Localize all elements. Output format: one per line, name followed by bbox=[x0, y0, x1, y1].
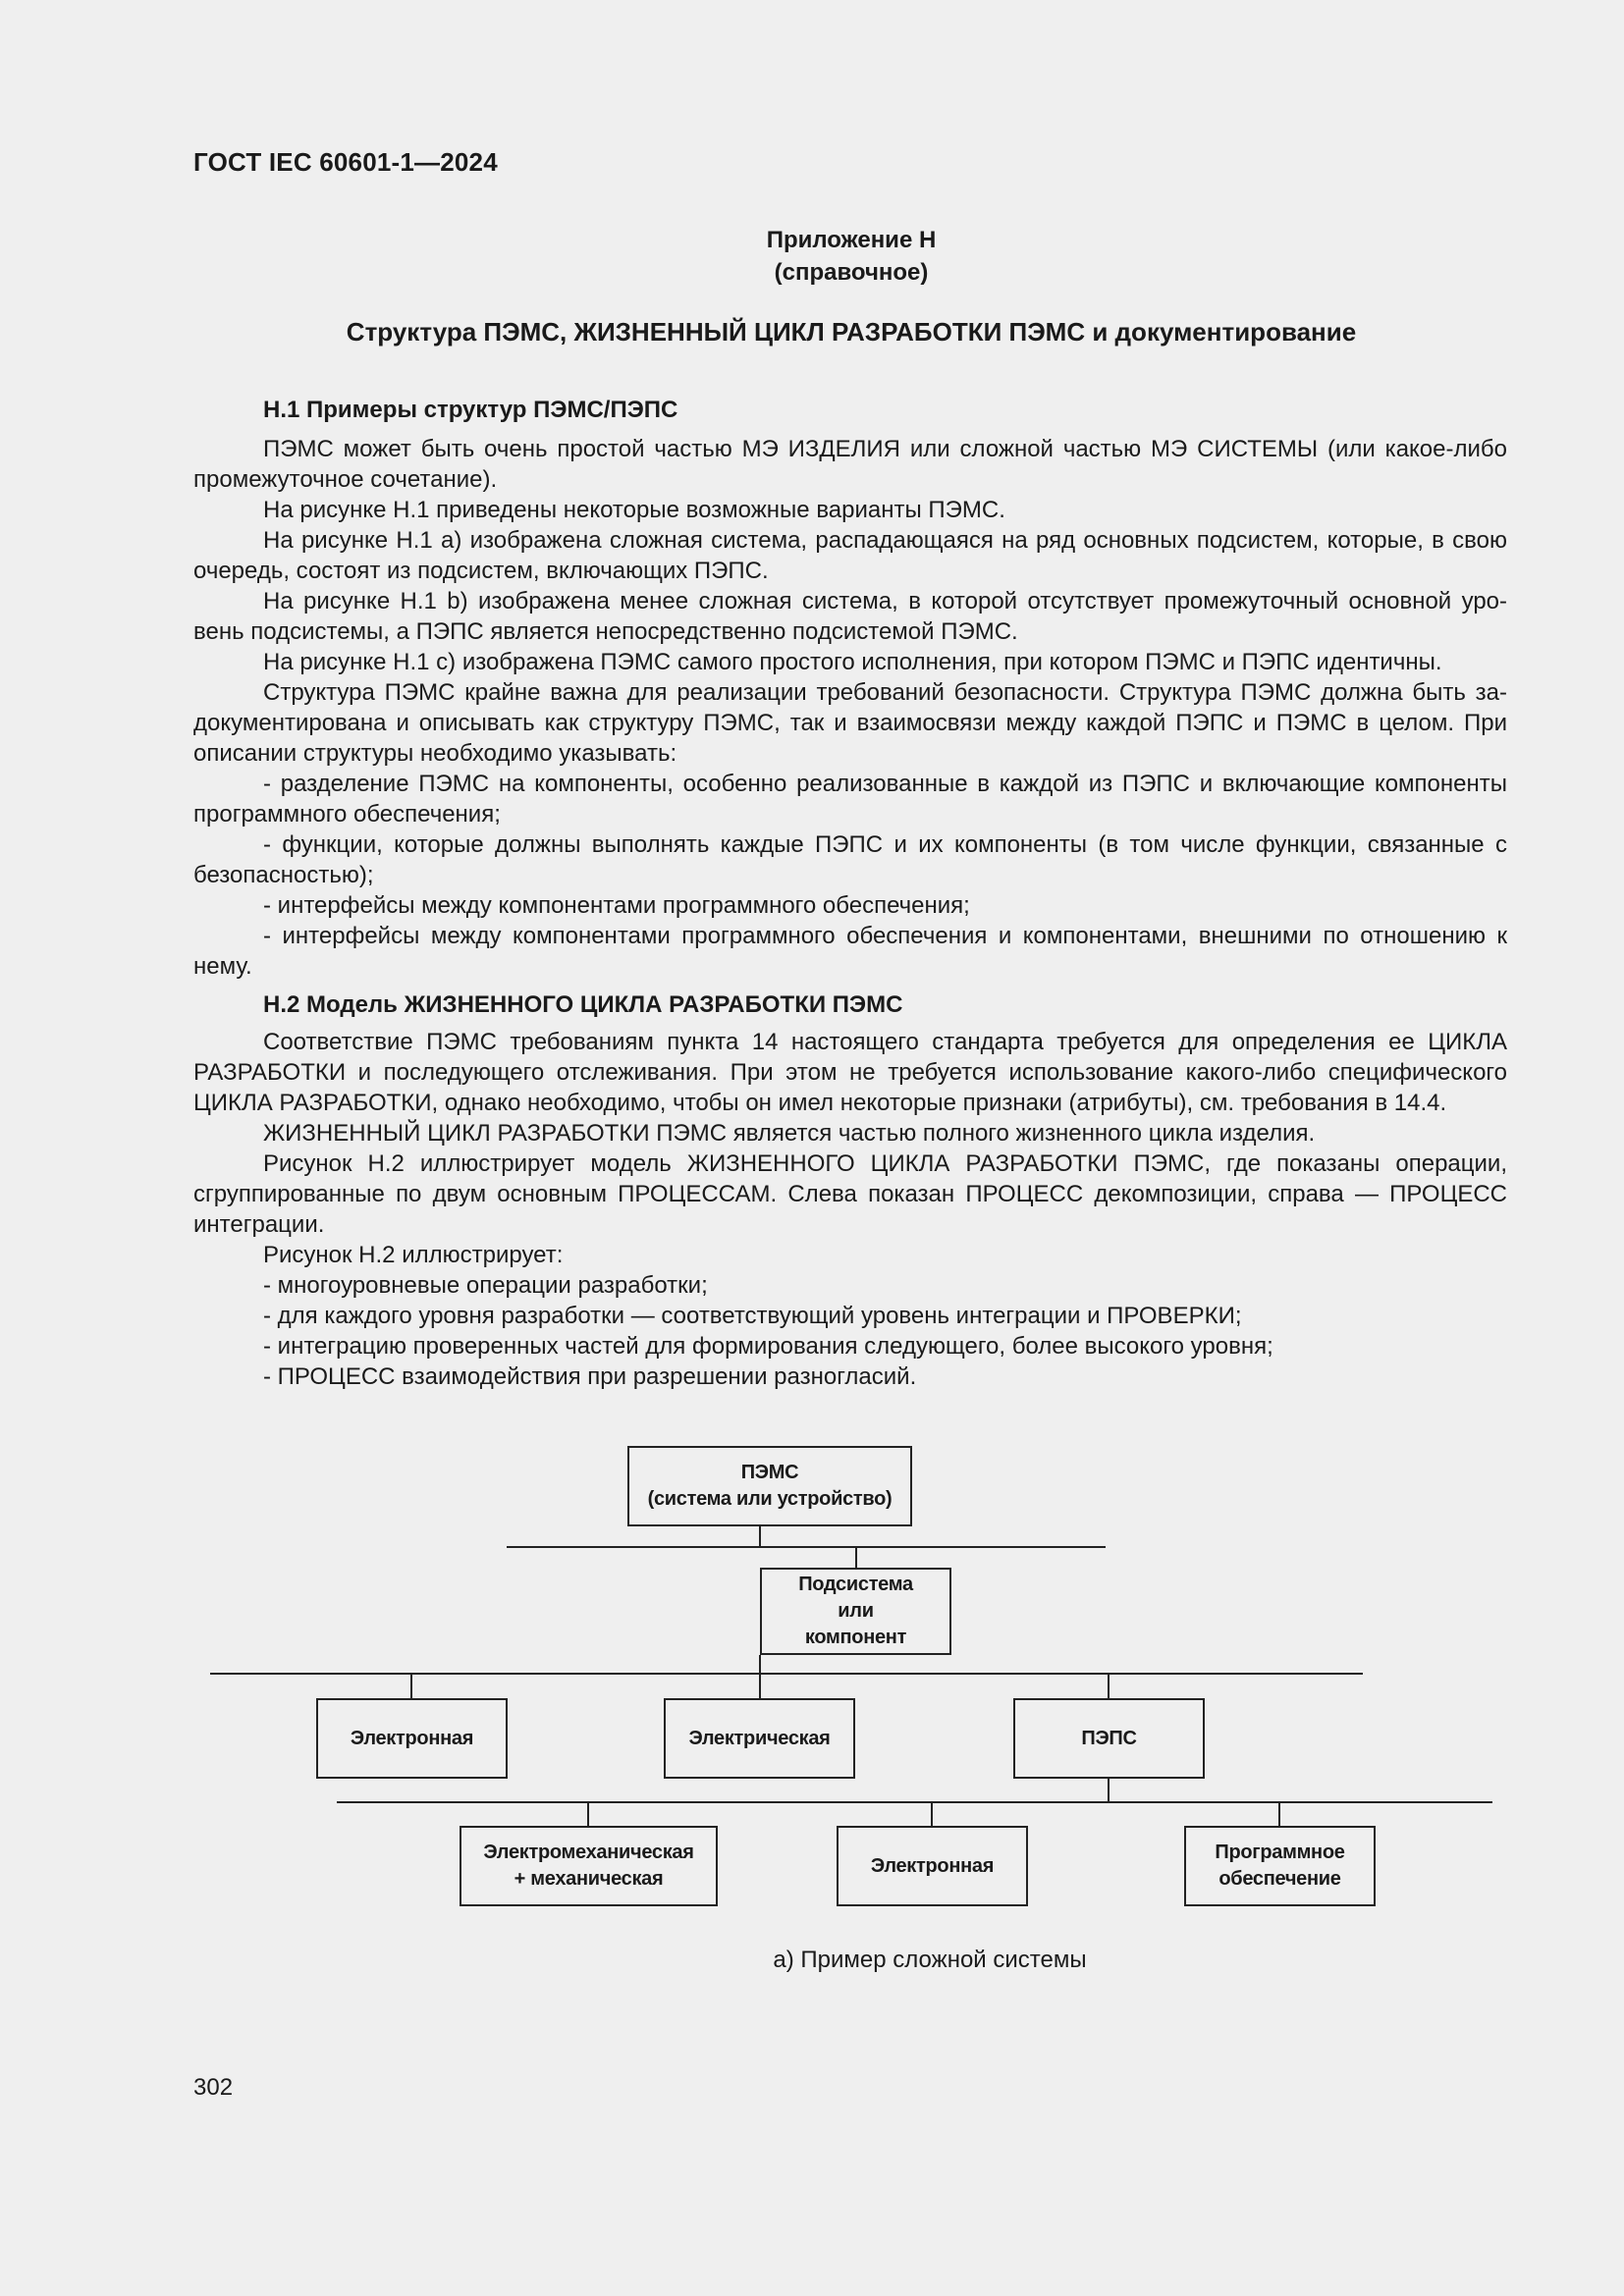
page-number: 302 bbox=[193, 2074, 234, 2101]
diagram-box-label: Электромеханическая + механическая bbox=[483, 1842, 694, 1890]
paragraph: Рисунок Н.2 иллюстрирует модель ЖИЗНЕННОГО ЦИКЛА РАЗРАБОТКИ ПЭМС, где показаны операции, сгруппированные по двум основным ПРОЦЕССАМ. Слева показан ПРОЦЕСС декомпозиции, справа — ПРОЦЕСС интеграции. bbox=[193, 1150, 1507, 1238]
annex-type: (справочное) bbox=[774, 259, 929, 286]
diagram-box-electromechanical bbox=[460, 1826, 718, 1906]
section-heading-h1: Н.1 Примеры структур ПЭМС/ПЭПС bbox=[263, 397, 678, 423]
list-item: - интеграцию проверенных частей для формирования следующего, более высокого уровня; bbox=[263, 1333, 1273, 1360]
list-item: - многоуровневые операции разработки; bbox=[263, 1272, 708, 1299]
paragraph: Соответствие ПЭМС требованиям пункта 14 настоящего стандарта требуется для определения ее ЦИКЛА РАЗРАБОТКИ и последующего отслеживания. При этом не требуется использование какого-либо специфического ЦИКЛА РАЗРАБОТКИ, однако необходимо, чтобы он имел некоторые признаки (атрибуты), см. требования в 14.4. bbox=[193, 1029, 1507, 1116]
diagram-box-root bbox=[627, 1446, 912, 1526]
paragraph: ЖИЗНЕННЫЙ ЦИКЛ РАЗРАБОТКИ ПЭМС является частью полного жизненного цикла изделия. bbox=[263, 1120, 1316, 1147]
annex-label: Приложение Н bbox=[766, 227, 937, 253]
paragraph: Структура ПЭМС крайне важна для реализации требований безопасности. Структура ПЭМС должна быть за-документирована и описывать как структуру ПЭМС, так и взаимосвязи между каждой ПЭПС и ПЭМС в целом. При описании структуры необходимо указывать: bbox=[193, 679, 1507, 767]
diagram-box-electronic bbox=[316, 1698, 508, 1779]
diagram-box-label: Электронная bbox=[350, 1727, 474, 1749]
diagram-box-label: Программное обеспечение bbox=[1215, 1842, 1345, 1890]
diagram-box-electrical bbox=[664, 1698, 855, 1779]
list-item: - для каждого уровня разработки — соответствующий уровень интеграции и ПРОВЕРКИ; bbox=[263, 1303, 1242, 1329]
diagram-box-label: Подсистема или компонент bbox=[798, 1574, 913, 1648]
diagram-box-peps bbox=[1013, 1698, 1205, 1779]
list-item: - функции, которые должны выполнять каждые ПЭПС и их компоненты (в том числе функции, связанные с безопасностью); bbox=[193, 831, 1507, 888]
diagram-box-subsystem bbox=[760, 1568, 951, 1655]
diagram-box-label: Электронная bbox=[870, 1854, 995, 1877]
diagram-box-electronic-sub bbox=[837, 1826, 1028, 1906]
paragraph: На рисунке Н.1 с) изображена ПЭМС самого простого исполнения, при котором ПЭМС и ПЭПС идентичны. bbox=[263, 649, 1442, 675]
diagram-box-software bbox=[1184, 1826, 1376, 1906]
paragraph: На рисунке Н.1 а) изображена сложная система, распадающаяся на ряд основных подсистем, которые, в свою очередь, состоят из подсистем, включающих ПЭПС. bbox=[193, 527, 1507, 584]
page-title: Структура ПЭМС, ЖИЗНЕННЫЙ ЦИКЛ РАЗРАБОТКИ ПЭМС и документирование bbox=[346, 317, 1357, 347]
paragraph: Рисунок Н.2 иллюстрирует: bbox=[263, 1242, 564, 1268]
document-header: ГОСТ IEC 60601-1—2024 bbox=[193, 147, 498, 177]
paragraph: ПЭМС может быть очень простой частью МЭ ИЗДЕЛИЯ или сложной частью МЭ СИСТЕМЫ (или какое-либо промежуточное сочетание). bbox=[193, 436, 1507, 493]
diagram-box-label: ПЭМС (система или устройство) bbox=[647, 1462, 893, 1510]
list-item: - разделение ПЭМС на компоненты, особенно реализованные в каждой из ПЭПС и включающие компоненты программного обеспечения; bbox=[193, 771, 1507, 828]
figure-caption: а) Пример сложной системы bbox=[773, 1947, 1087, 1973]
diagram-box-label: ПЭПС bbox=[1081, 1727, 1137, 1749]
paragraph: На рисунке Н.1 b) изображена менее сложная система, в которой отсутствует промежуточный основной уро-вень подсистемы, а ПЭПС является непосредственно подсистемой ПЭМС. bbox=[193, 588, 1507, 645]
diagram-box-label: Электрическая bbox=[688, 1727, 831, 1749]
list-item: - интерфейсы между компонентами программного обеспечения; bbox=[263, 892, 970, 919]
section-heading-h2: Н.2 Модель ЖИЗНЕННОГО ЦИКЛА РАЗРАБОТКИ ПЭМС bbox=[263, 991, 903, 1018]
list-item: - интерфейсы между компонентами программного обеспечения и компонентами, внешними по отношению к нему. bbox=[193, 923, 1507, 980]
list-item: - ПРОЦЕСС взаимодействия при разрешении разногласий. bbox=[263, 1363, 917, 1390]
paragraph: На рисунке Н.1 приведены некоторые возможные варианты ПЭМС. bbox=[263, 497, 1005, 523]
